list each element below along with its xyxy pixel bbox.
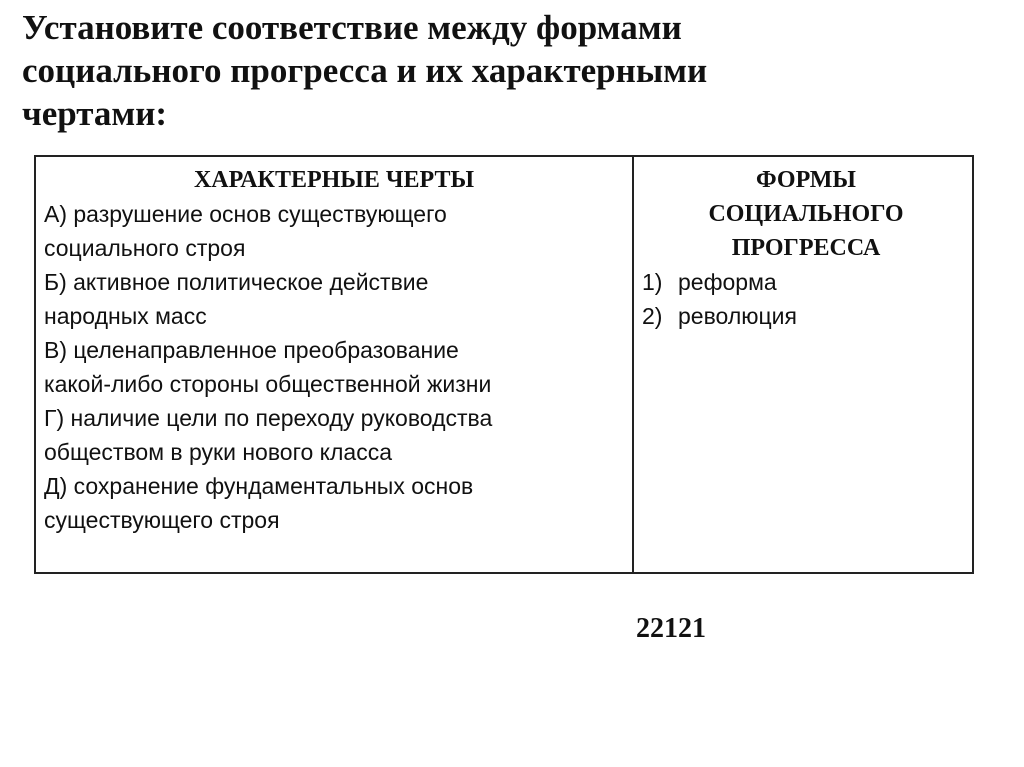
features-column	[36, 157, 634, 572]
forms-header	[640, 163, 972, 265]
form-item-number: 1)	[642, 269, 663, 295]
task-title-line: социального прогресса и их характерными	[22, 51, 708, 90]
task-title	[22, 6, 922, 135]
forms-header-line: ФОРМЫ	[756, 167, 856, 193]
matching-table	[34, 155, 974, 574]
features-header: ХАРАКТЕРНЫЕ ЧЕРТЫ	[193, 167, 475, 193]
feature-item-v: В) целенаправленное преобразование какой-либо стороны общественной жизни	[44, 337, 492, 397]
feature-item-d: Д) сохранение фундаментальных основ существующего строя	[44, 473, 474, 533]
forms-header-line: ПРОГРЕССА	[731, 235, 881, 261]
form-item-label: реформа	[678, 269, 777, 295]
feature-item-a: А) разрушение основ существующего социального строя	[44, 201, 447, 261]
task-title-line: Установите соответствие между формами	[22, 8, 682, 47]
forms-header-line: СОЦИАЛЬНОГО	[708, 201, 904, 227]
forms-list	[640, 265, 972, 333]
task-title-line: чертами:	[22, 94, 168, 133]
forms-column	[634, 157, 972, 572]
form-item-label: революция	[678, 303, 797, 329]
answer-code: 22121	[636, 613, 706, 644]
form-item-reform	[640, 265, 972, 299]
feature-item-b: Б) активное политическое действие народных масс	[44, 269, 429, 329]
form-item-number: 2)	[642, 303, 663, 329]
form-item-revolution	[640, 299, 972, 333]
feature-item-g: Г) наличие цели по переходу руководства обществом в руки нового класса	[44, 405, 493, 465]
